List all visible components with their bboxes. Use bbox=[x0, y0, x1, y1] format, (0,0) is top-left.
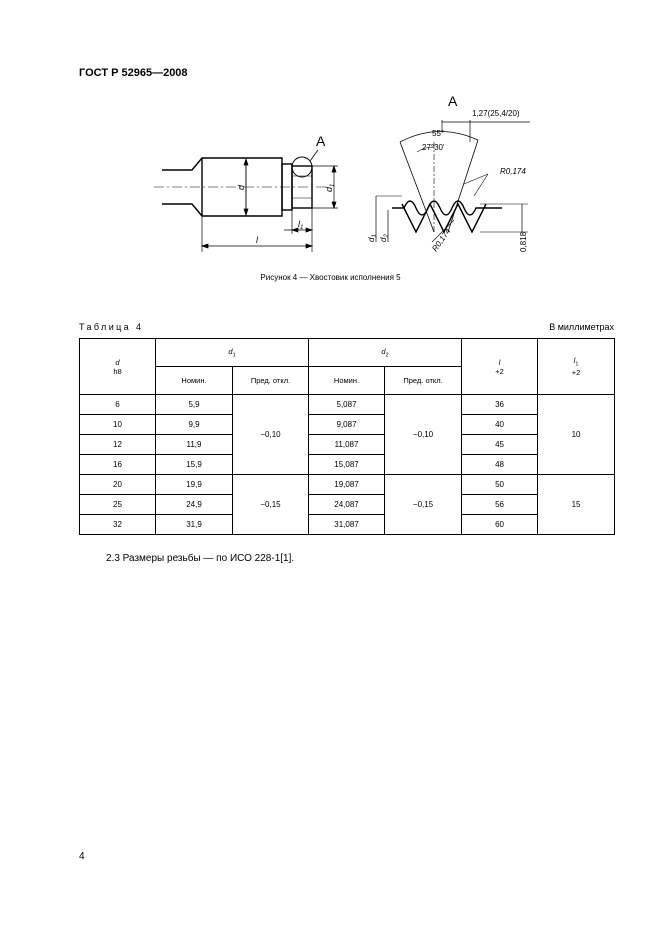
svg-text:l1: $l_1$ bbox=[298, 219, 304, 231]
d1-deviation-group-2: −0,15 bbox=[233, 475, 309, 535]
header-d1: $d_1$ bbox=[156, 339, 309, 367]
radius-bottom-label: R0,174 bbox=[430, 226, 453, 254]
d2-label: d bbox=[379, 237, 388, 242]
header-l1: $l_1$ +2 bbox=[538, 339, 615, 395]
table-row: 32 31,9 31,087 60 bbox=[80, 515, 615, 535]
header-l: l +2 bbox=[462, 339, 538, 395]
shank-drawing bbox=[150, 130, 360, 260]
depth-label: 0,818 bbox=[519, 231, 528, 252]
header-d2-nominal: Номин. bbox=[309, 367, 385, 395]
table-row: 6 5,9 −0,10 5,087 −0,10 36 10 bbox=[80, 395, 615, 415]
dim-d1-label: d bbox=[324, 186, 334, 192]
svg-text:d2: $d_2$ bbox=[379, 234, 390, 242]
dim-d-label: d bbox=[236, 184, 246, 190]
view-a-label-right: A bbox=[448, 93, 458, 109]
d2-deviation-group-1: −0,10 bbox=[385, 395, 462, 475]
view-a-label-left: A bbox=[316, 133, 326, 149]
d1-deviation-group-1: −0,10 bbox=[233, 395, 309, 475]
header-d1-nominal: Номин. bbox=[156, 367, 233, 395]
dim-l-label: l bbox=[256, 235, 258, 245]
table-row: 16 15,9 15,087 48 bbox=[80, 455, 615, 475]
l1-group-1: 10 bbox=[538, 395, 615, 475]
thread-size-paragraph: 2.3 Размеры резьбы — по ИСО 228-1[1]. bbox=[106, 553, 295, 564]
radius-top-label: R0,174 bbox=[500, 167, 526, 176]
header-d2: $d_2$ bbox=[309, 339, 462, 367]
page-number: 4 bbox=[79, 851, 85, 862]
thread-profile-drawing bbox=[362, 92, 542, 262]
table-units: В миллиметрах bbox=[549, 322, 614, 332]
svg-text:d1: $d_1$ bbox=[367, 234, 378, 242]
figure-caption: Рисунок 4 — Хвостовик исполнения 5 bbox=[260, 273, 401, 282]
table-row: 20 19,9 −0,15 19,087 −0,15 50 15 bbox=[80, 475, 615, 495]
table-row: 25 24,9 24,087 56 bbox=[80, 495, 615, 515]
angle-55-label: 55° bbox=[432, 129, 445, 138]
dimensions-table bbox=[79, 338, 615, 535]
l1-group-2: 15 bbox=[538, 475, 615, 535]
table-row: 12 11,9 11,087 45 bbox=[80, 435, 615, 455]
header-d2-deviation: Пред. откл. bbox=[385, 367, 462, 395]
angle-27-label: 27°30' bbox=[422, 143, 445, 152]
d2-deviation-group-2: −0,15 bbox=[385, 475, 462, 535]
header-d: d h8 bbox=[80, 339, 156, 395]
svg-text:d1: $d_1$ bbox=[324, 183, 336, 192]
pitch-label: 1,27(25,4/20) bbox=[472, 109, 520, 118]
table-row: 10 9,9 9,087 40 bbox=[80, 415, 615, 435]
table-title: Таблица 4 bbox=[79, 322, 144, 332]
d1-label: d bbox=[367, 237, 376, 242]
header-d1-deviation: Пред. откл. bbox=[233, 367, 309, 395]
document-header: ГОСТ Р 52965—2008 bbox=[79, 67, 188, 79]
dim-l1-label: l bbox=[298, 219, 300, 229]
